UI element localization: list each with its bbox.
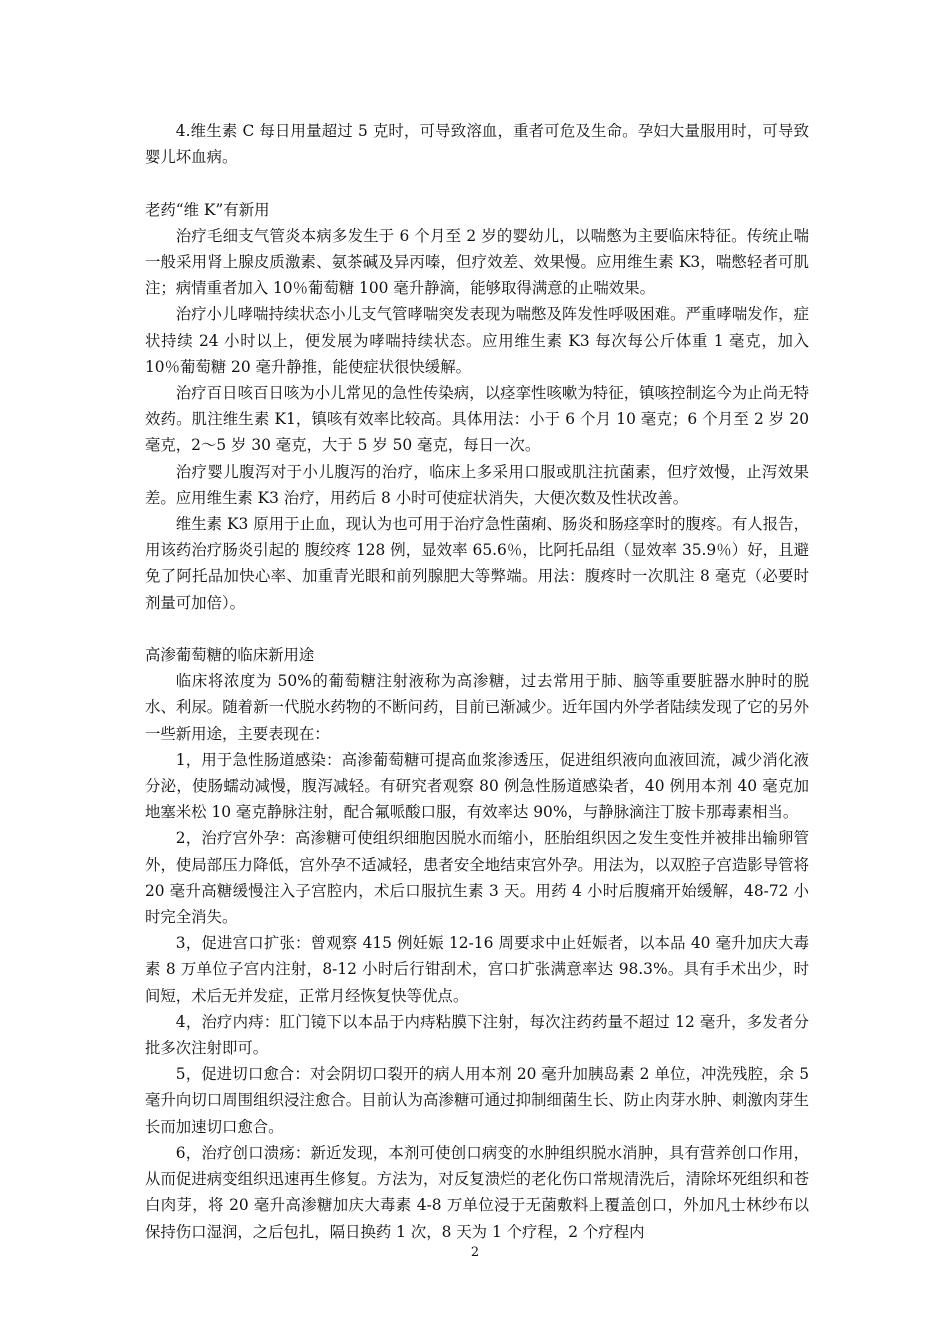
vitamin-k-section-heading: 老药“维 K”有新用 bbox=[145, 200, 270, 219]
bronchiolitis-paragraph: 治疗毛细支气管炎本病多发生于 6 个月至 2 岁的婴幼儿，以喘憋为主要临床特征。传统止喘一般采用肾上腺皮质激素、氨茶碱及异丙嗪，但疗效差、效果慢。应用维生素 K3，喘憋轻者可肌注；病情重者加入 10％葡萄糖 100 毫升静滴，能够取得满意的止喘效果。 bbox=[145, 226, 809, 298]
page-number: 2 bbox=[470, 1245, 480, 1260]
section-spacer bbox=[145, 170, 809, 196]
wound-ulcer-paragraph: 6，治疗创口溃疡：新近发现，本剂可使创口病变的水肿组织脱水消肿，具有营养创口作用，从而促进病变组织迅速再生修复。方法为，对反复溃烂的老化伤口常规清洗后，清除坏死组织和苍白肉芽，将 20 毫升高渗糖加庆大毒素 4-8 万单位浸于无菌敷料上覆盖创口，外加凡士林纱布以保持伤口湿润，之后包扎，隔日换药 1 次，8 天为 1 个疗程，2 个疗程内 bbox=[145, 1143, 809, 1241]
glucose-intro-paragraph: 临床将浓度为 50%的葡萄糖注射液称为高渗糖，过去常用于肺、脑等重要脏器水肿时的脱水、利尿。随着新一代脱水药物的不断问药，目前已渐减少。近年国内外学者陆续发现了它的另外一些新用途，主要表现在： bbox=[145, 672, 809, 743]
vitamin-c-paragraph: 4.维生素 C 每日用量超过 5 克时，可导致溶血，重者可危及生命。孕妇大量服用时，可导致婴儿坏血病。 bbox=[145, 122, 809, 167]
glucose-section-heading: 高渗葡萄糖的临床新用途 bbox=[145, 646, 315, 665]
pertussis-paragraph: 治疗百日咳百日咳为小儿常见的急性传染病，以痉挛性咳嗽为特征，镇咳控制迄今为止尚无特效药。肌注维生素 K1，镇咳有效率比较高。具体用法：小于 6 个月 10 毫克；6 个月至 2 岁 20 毫克，2～5 岁 30 毫克，大于 5 岁 50 毫克，每日一次。 bbox=[145, 384, 809, 455]
section-spacer bbox=[145, 616, 809, 642]
hemorrhoids-paragraph: 4，治疗内痔：肛门镜下以本品于内痔粘膜下注射，每次注药药量不超过 12 毫升，多发者分批多次注射即可。 bbox=[145, 1012, 809, 1058]
incision-healing-paragraph: 5，促进切口愈合：对会阴切口裂开的病人用本剂 20 毫升加胰岛素 2 单位，冲洗残腔，余 5 毫升向切口周围组织浸注愈合。目前认为高渗糖可通过抑制细菌生长、防止肉芽水肿、刺激肉芽生长而加速切口愈合。 bbox=[145, 1065, 809, 1136]
page-body bbox=[145, 118, 809, 1245]
cervical-dilation-paragraph: 3，促进宫口扩张：曾观察 415 例妊娠 12-16 周要求中止妊娠者，以本品 40 毫升加庆大毒素 8 万单位子宫内注射，8-12 小时后行钳刮术，宫口扩张满意率达 98.3%。具有手术出少，时间短，术后无并发症，正常月经恢复快等优点。 bbox=[145, 934, 809, 1005]
ectopic-pregnancy-paragraph: 2，治疗宫外孕：高渗糖可使组织细胞因脱水而缩小，胚胎组织因之发生变性并被排出输卵管外，使局部压力降低，宫外孕不适减轻，患者安全地结束宫外孕。用法为，以双腔子宫造影导管将 20 毫升高糖缓慢注入子宫腔内，术后口服抗生素 3 天。用药 4 小时后腹痛开始缓解，48-72 小时完全消失。 bbox=[145, 829, 809, 927]
infant-diarrhea-paragraph: 治疗婴儿腹泻对于小儿腹泻的治疗，临床上多采用口服或肌注抗菌素，但疗效慢，止泻效果差。应用维生素 K3 治疗，用药后 8 小时可使症状消失，大便次数及性状改善。 bbox=[145, 462, 809, 507]
abdominal-pain-paragraph: 维生素 K3 原用于止血，现认为也可用于治疗急性菌痢、肠炎和肠痉挛时的腹疼。有人报告，用该药治疗肠炎引起的 腹绞疼 128 例，显效率 65.6％，比阿托品组（显效率 35.9％）好，且避免了阿托品加快心率、加重青光眼和前列腺肥大等弊端。用法：腹疼时一次肌注 8 毫克（必要时剂量可加倍）。 bbox=[145, 515, 809, 612]
intestinal-infection-paragraph: 1，用于急性肠道感染：高渗葡萄糖可提高血浆渗透压，促进组织液向血液回流，减少消化液分泌，使肠蠕动减慢，腹泻减轻。有研究者观察 80 例急性肠道感染者，40 例用本剂 40 毫克加地塞米松 10 毫克静脉注射，配合氟哌酸口服，有效率达 90%，与静脉滴注丁胺卡那毒素相当。 bbox=[145, 750, 809, 822]
asthma-paragraph: 治疗小儿哮喘持续状态小儿支气管哮喘突发表现为喘憋及阵发性呼吸困难。严重哮喘发作，症状持续 24 小时以上，便发展为哮喘持续状态。应用维生素 K3 每次每公斤体重 1 毫克，加入 10％葡萄糖 20 毫升静推，能使症状很快缓解。 bbox=[145, 305, 809, 376]
